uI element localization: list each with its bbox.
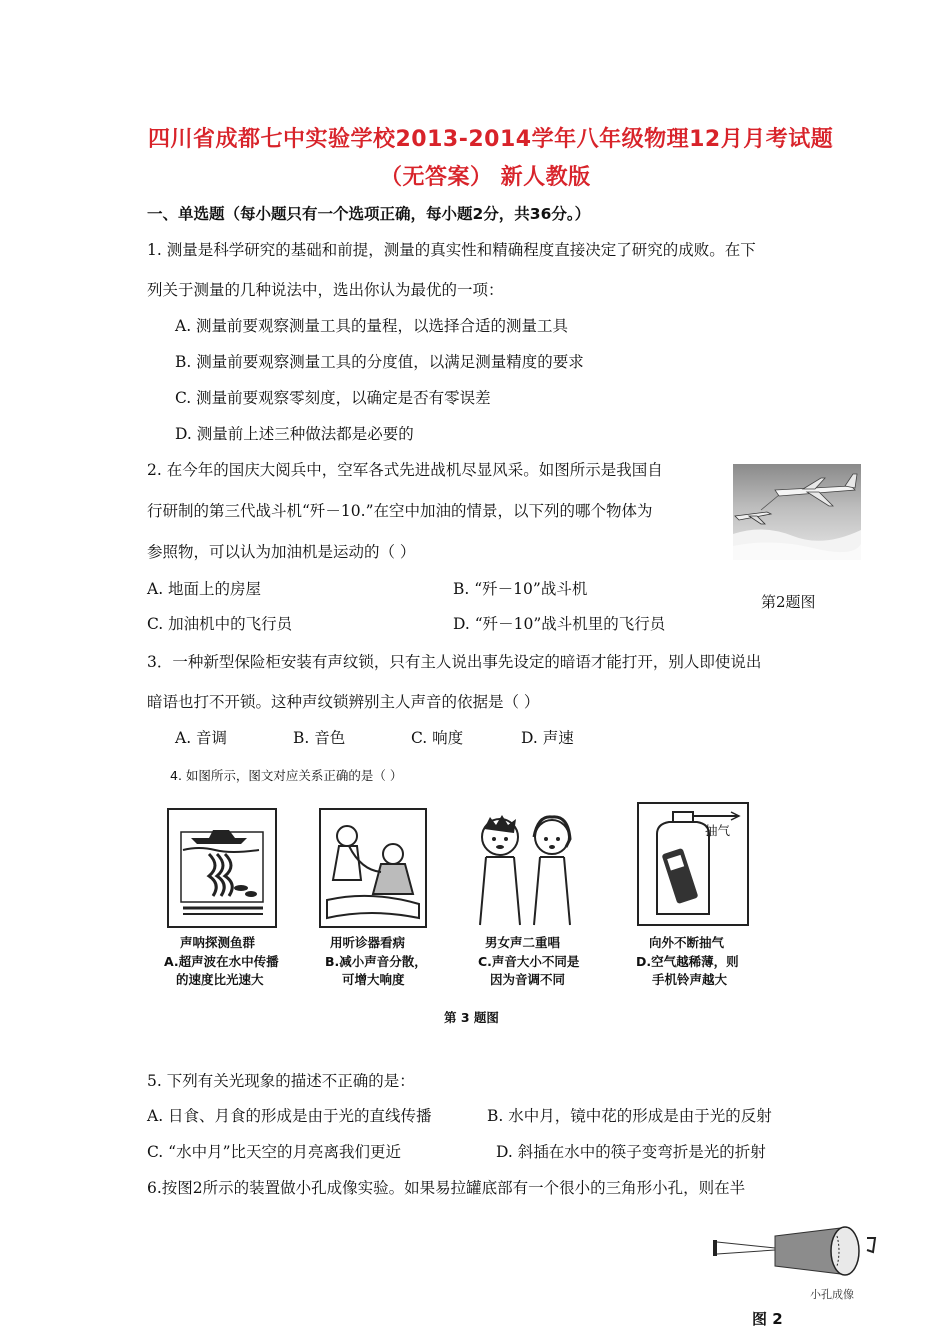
vacuum-jar-panel: [637, 802, 749, 926]
pinhole-camera-diagram: [703, 1218, 879, 1280]
sonar-title: 声呐探测鱼群: [180, 935, 256, 950]
q3-option-a: A. 音调: [175, 729, 228, 747]
section-heading: 一、单选题（每小题只有一个选项正确，每小题2分，共36分。）: [147, 205, 591, 223]
q4-figure-caption: 第 3 题图: [444, 1010, 499, 1025]
q3-option-d: D. 声速: [521, 729, 574, 747]
q6-stem: 6.按图2所示的装置做小孔成像实验。如果易拉罐底部有一个很小的三角形小孔，则在半: [147, 1179, 746, 1197]
stethoscope-title: 用听诊器看病: [330, 935, 406, 950]
q3-stem-line1: 3．一种新型保险柜安装有声纹锁，只有主人说出事先设定的暗语才能打开，别人即使说出: [147, 653, 762, 671]
q2-option-d: D. “歼－10”战斗机里的飞行员: [453, 615, 666, 633]
q2-figure-caption: 第2题图: [761, 593, 816, 611]
duet-panel: [466, 805, 586, 929]
sonar-option-cont: 的速度比光速大: [176, 972, 264, 987]
pump-out-tag: 抽气: [705, 823, 731, 838]
duet-option: C.声音大小不同是: [478, 954, 580, 969]
q5-stem: 5. 下列有关光现象的描述不正确的是：: [147, 1072, 415, 1090]
vacuum-jar-option: D.空气越稀薄，则: [636, 954, 739, 969]
q5-option-d: D. 斜插在水中的筷子变弯折是光的折射: [496, 1143, 766, 1161]
stethoscope-option: B.减小声音分散，: [325, 954, 427, 969]
vacuum-jar-title: 向外不断抽气: [649, 935, 725, 950]
q2-stem-line2: 行研制的第三代战斗机“歼－10.”在空中加油的情景，以下列的哪个物体为: [147, 502, 653, 520]
q3-option-c: C. 响度: [411, 729, 464, 747]
duet-option-cont: 因为音调不同: [490, 972, 566, 987]
q2-option-a: A. 地面上的房屋: [147, 580, 262, 598]
q5-option-a: A. 日食、月食的形成是由于光的直线传播: [147, 1107, 432, 1125]
q5-option-b: B. 水中月，镜中花的形成是由于光的反射: [487, 1107, 772, 1125]
q3-stem-line2: 暗语也打不开锁。这种声纹锁辨别主人声音的依据是（ ）: [147, 693, 540, 711]
q5-option-c: C. “水中月”比天空的月亮离我们更近: [147, 1143, 402, 1161]
q1-stem-line1: 1. 测量是科学研究的基础和前提，测量的真实性和精确程度直接决定了研究的成败。在下: [147, 241, 756, 259]
pinhole-diagram-label: 小孔成像: [810, 1288, 854, 1301]
q2-option-c: C. 加油机中的飞行员: [147, 615, 293, 633]
q2-stem-line1: 2. 在今年的国庆大阅兵中，空军各式先进战机尽显风采。如图所示是我国自: [147, 461, 663, 479]
sonar-panel: [167, 808, 277, 928]
q3-option-b: B. 音色: [293, 729, 346, 747]
document-subtitle: （无答案） 新人教版: [380, 165, 591, 190]
q1-option-c: C. 测量前要观察零刻度，以确定是否有零误差: [175, 389, 491, 407]
stethoscope-option-cont: 可增大响度: [342, 972, 405, 987]
q2-option-b: B. “歼－10”战斗机: [453, 580, 588, 598]
refueling-photo: [733, 464, 861, 560]
vacuum-jar-option-cont: 手机铃声越大: [652, 972, 728, 987]
sonar-option: A.超声波在水中传播: [164, 954, 279, 969]
duet-title: 男女声二重唱: [485, 935, 561, 950]
q4-stem: 4. 如图所示，图文对应关系正确的是（ ）: [170, 768, 403, 783]
q1-option-a: A. 测量前要观察测量工具的量程，以选择合适的测量工具: [175, 317, 569, 335]
document-title: 四川省成都七中实验学校2013-2014学年八年级物理12月月考试题: [148, 127, 834, 152]
stethoscope-panel: [319, 808, 427, 928]
q1-option-b: B. 测量前要观察测量工具的分度值，以满足测量精度的要求: [175, 353, 584, 371]
q2-stem-line3: 参照物，可以认为加油机是运动的（ ）: [147, 543, 416, 561]
q1-stem-line2: 列关于测量的几种说法中，选出你认为最优的一项：: [147, 281, 504, 299]
q1-option-d: D. 测量前上述三种做法都是必要的: [175, 425, 414, 443]
q6-figure-caption: 图 2: [752, 1310, 783, 1328]
